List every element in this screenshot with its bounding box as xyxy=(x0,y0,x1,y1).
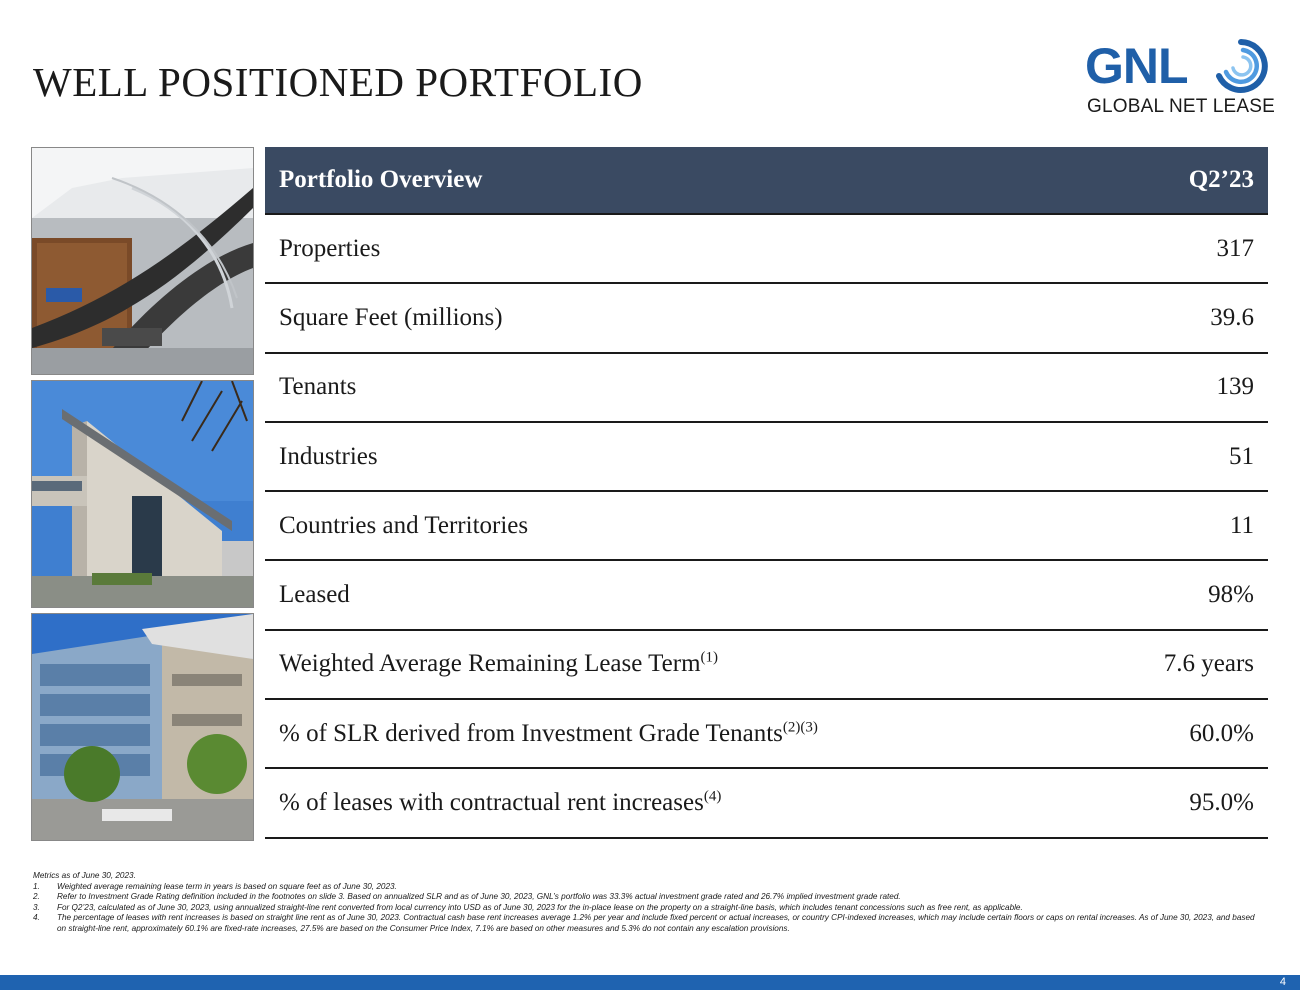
footnote-text: For Q2’23, calculated as of June 30, 2023, using annualized straight-line rent converted from local currency into USD as of June 30, 2023 for the in-place lease on the property on a straight-line basis, which includes tenant concessions such as free rent, as applicable. xyxy=(57,902,1023,912)
logo-subtitle: GLOBAL NET LEASE xyxy=(1087,96,1276,117)
row-label: Tenants xyxy=(279,373,357,401)
row-label: Properties xyxy=(279,234,381,262)
footnote-item xyxy=(33,903,1263,914)
row-value: 98% xyxy=(1208,581,1254,609)
lobby-photo xyxy=(31,147,254,375)
company-logo xyxy=(1085,36,1276,120)
row-label: Leased xyxy=(279,581,350,609)
footnote-number: 1. xyxy=(33,881,40,891)
table-row xyxy=(265,354,1268,423)
row-value: 11 xyxy=(1229,511,1254,539)
header-label: Portfolio Overview xyxy=(279,166,483,193)
footnote-number: 2. xyxy=(33,892,40,902)
page-title: WELL POSITIONED PORTFOLIO xyxy=(33,59,643,105)
row-value: 51 xyxy=(1229,442,1254,470)
row-label: Square Feet (millions) xyxy=(279,303,503,331)
footnotes xyxy=(33,871,1263,935)
logo-wordmark: GNL xyxy=(1085,38,1188,94)
table-row xyxy=(265,769,1268,838)
glass-building-photo xyxy=(31,613,254,841)
table-row xyxy=(265,215,1268,284)
row-label: Countries and Territories xyxy=(279,511,529,539)
footnote-text: The percentage of leases with rent increases is based on straight line rent as of June 30, 2023. Contractual cash base rent increases average 1.2% per year and include fixed percent or actual increases, or country CPI-indexed increases, which may include certain floors or caps on rental increases. As of June 30, 2023, and based on straight-line rent, approximately 60.1% are fixed-rate increases, 27.5% are based on the Consumer Price Index, 7.1% are based on other measures and 5.3% do not contain any escalation provisions. xyxy=(57,913,1255,933)
row-value: 60.0% xyxy=(1189,719,1254,747)
table-header xyxy=(265,147,1268,215)
footnote-number: 4. xyxy=(33,913,40,923)
footnote-text: Refer to Investment Grade Rating definition included in the footnotes on slide 3. Based on annualized SLR and as of June 30, 2023, GNL’s portfolio was 33.3% actual investment grade rated and 26.7% implied investment grade rated. xyxy=(57,892,901,902)
office-building-photo xyxy=(31,380,254,608)
row-label: % of leases with contractual rent increases xyxy=(279,789,704,817)
row-value: 7.6 years xyxy=(1163,650,1254,678)
table-row xyxy=(265,561,1268,630)
footer-bar xyxy=(0,975,1300,990)
row-footnote-ref: (2)(3) xyxy=(782,719,818,736)
footnote-text: Weighted average remaining lease term in years is based on square feet as of June 30, 2023. xyxy=(57,881,397,891)
table-row xyxy=(265,700,1268,769)
table-row xyxy=(265,423,1268,492)
row-footnote-ref: (4) xyxy=(703,788,722,805)
row-label: Industries xyxy=(279,442,378,470)
footnote-intro: Metrics as of June 30, 2023. xyxy=(33,871,136,880)
page-number: 4 xyxy=(1279,976,1286,988)
row-value: 139 xyxy=(1216,373,1254,401)
row-value: 39.6 xyxy=(1210,303,1254,331)
table-row xyxy=(265,492,1268,561)
portfolio-overview-table xyxy=(265,147,1268,839)
table-row xyxy=(265,631,1268,700)
swirl-logo-icon xyxy=(1213,38,1269,94)
row-label: % of SLR derived from Investment Grade Tenants xyxy=(279,719,783,747)
footnote-item xyxy=(33,913,1263,934)
table-row xyxy=(265,284,1268,353)
footnote-number: 3. xyxy=(33,902,40,912)
footnote-item xyxy=(33,892,1263,903)
row-label: Weighted Average Remaining Lease Term xyxy=(279,650,701,678)
row-value: 317 xyxy=(1216,234,1254,262)
row-footnote-ref: (1) xyxy=(700,650,719,667)
footnote-item xyxy=(33,882,1263,893)
header-period: Q2’23 xyxy=(1188,166,1254,193)
row-value: 95.0% xyxy=(1189,789,1254,817)
